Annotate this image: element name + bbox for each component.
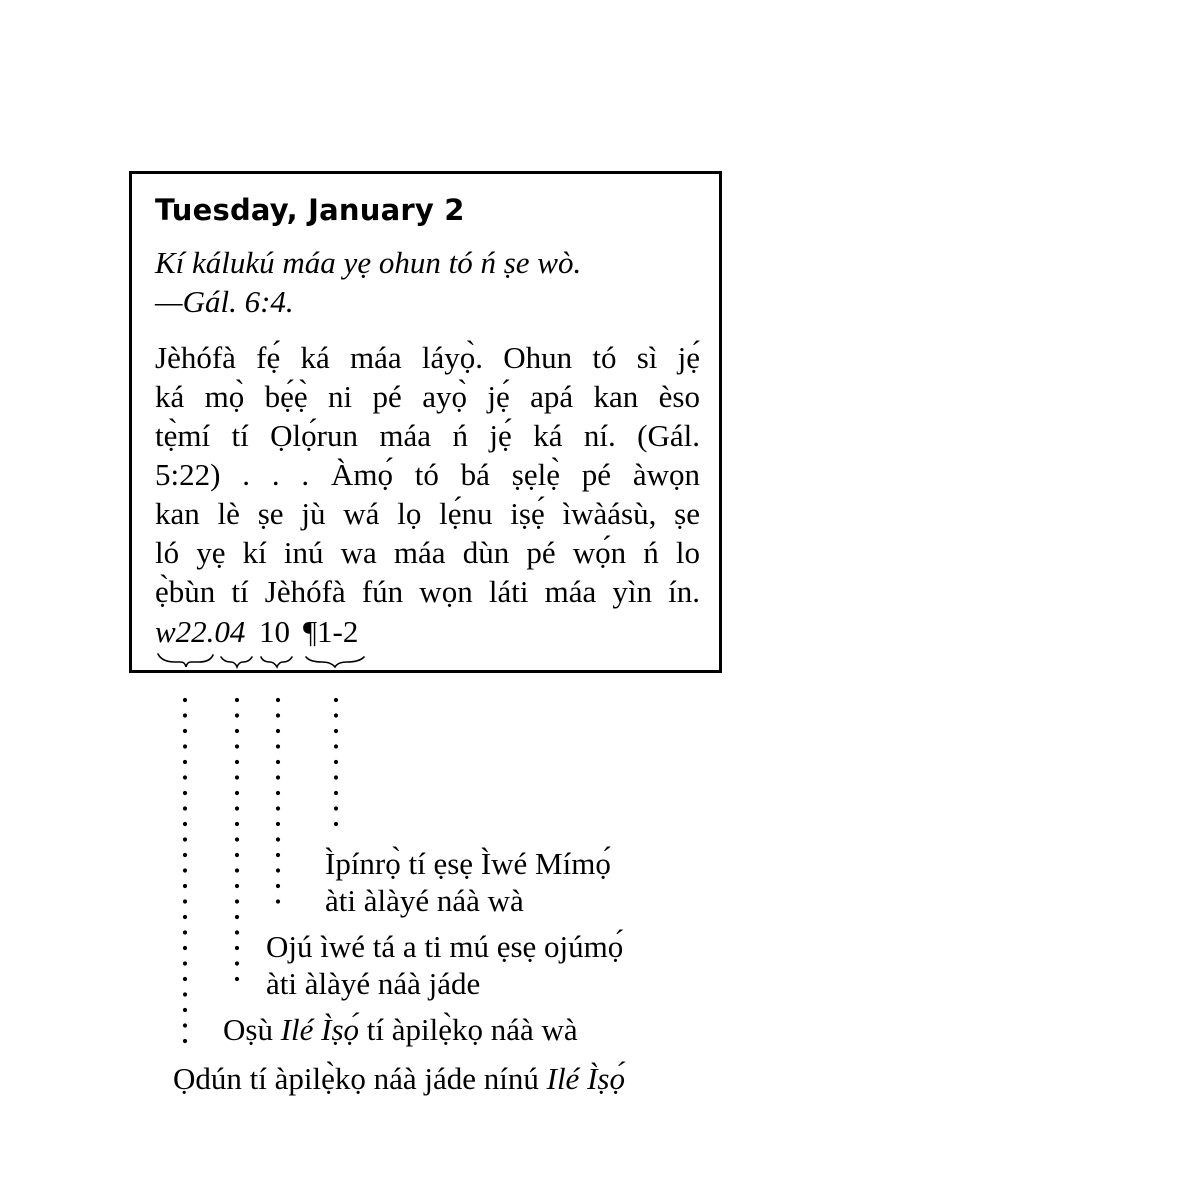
body-line: tẹ̀mí tí Ọlọ́run máa ń jẹ́ ká ní. (Gál. bbox=[155, 418, 700, 453]
connector-dot bbox=[235, 961, 239, 965]
connector-dot bbox=[235, 868, 239, 872]
connector-dot bbox=[276, 822, 280, 826]
connector-dot bbox=[183, 915, 187, 919]
connector-dot bbox=[276, 698, 280, 702]
reference-publication: w22.04 bbox=[155, 614, 246, 649]
label-paragraphs bbox=[325, 845, 611, 919]
connector-dot bbox=[334, 806, 338, 810]
connector-dot bbox=[235, 837, 239, 841]
connector-dot bbox=[183, 806, 187, 810]
connector-dot bbox=[334, 760, 338, 764]
body-line: ká mọ̀ bẹ́ẹ̀ ni pé ayọ̀ jẹ́ apá kan èso bbox=[155, 379, 700, 414]
connector-dot bbox=[276, 868, 280, 872]
label-paragraphs-line-2: àti àlàyé náà wà bbox=[325, 883, 524, 918]
connector-dot bbox=[235, 930, 239, 934]
label-paragraphs-line-1: Ìpínrọ̀ tí ẹsẹ Ìwé Mímọ́ bbox=[325, 846, 611, 881]
label-year-magazine: Ilé Ìṣọ́ bbox=[546, 1061, 625, 1096]
connector-dot bbox=[235, 806, 239, 810]
connector-dot bbox=[276, 806, 280, 810]
connector-dot bbox=[235, 899, 239, 903]
dotted-line-paragraphs bbox=[334, 698, 338, 826]
label-page bbox=[266, 928, 623, 1002]
connector-dot bbox=[183, 930, 187, 934]
connector-dot bbox=[183, 744, 187, 748]
connector-dot bbox=[183, 899, 187, 903]
connector-dot bbox=[235, 791, 239, 795]
connector-dot bbox=[276, 884, 280, 888]
label-page-line-1: Ojú ìwé tá a ti mú ẹsẹ ojúmọ́ bbox=[266, 929, 624, 964]
connector-dot bbox=[235, 853, 239, 857]
date-heading: Tuesday, January 2 bbox=[155, 193, 465, 227]
body-line: ẹ̀bùn tí Jèhófà fún wọn láti máa yìn ín. bbox=[155, 574, 700, 609]
connector-dot bbox=[276, 775, 280, 779]
connector-dot bbox=[235, 760, 239, 764]
reference-page: 10 bbox=[259, 614, 290, 649]
connector-dot bbox=[235, 775, 239, 779]
brace-publication-year bbox=[158, 654, 213, 667]
connector-dot bbox=[235, 915, 239, 919]
connector-dot bbox=[276, 744, 280, 748]
connector-dot bbox=[334, 775, 338, 779]
connector-dot bbox=[235, 729, 239, 733]
connector-dot bbox=[183, 853, 187, 857]
connector-dot bbox=[235, 822, 239, 826]
connector-dot bbox=[235, 713, 239, 717]
connector-dot bbox=[276, 837, 280, 841]
scripture-citation: —Gál. 6:4. bbox=[155, 284, 294, 319]
connector-dot bbox=[183, 961, 187, 965]
connector-dot bbox=[334, 744, 338, 748]
connector-dot bbox=[235, 884, 239, 888]
scripture-line-1: Kí kálukú máa yẹ ohun tó ń ṣe wò. bbox=[155, 245, 582, 280]
connector-dot bbox=[334, 822, 338, 826]
connector-dot bbox=[334, 729, 338, 733]
label-issue-suffix: tí àpilẹ̀kọ náà wà bbox=[359, 1012, 578, 1047]
connector-dot bbox=[276, 713, 280, 717]
label-year-prefix: Ọdún tí àpilẹ̀kọ náà jáde nínú bbox=[173, 1061, 547, 1096]
label-year bbox=[173, 1060, 625, 1097]
dotted-line-issue bbox=[235, 698, 239, 981]
connector-dot bbox=[235, 977, 239, 981]
connector-dot bbox=[183, 729, 187, 733]
connector-dot bbox=[183, 992, 187, 996]
connector-dot bbox=[276, 853, 280, 857]
connector-dot bbox=[183, 822, 187, 826]
connector-dot bbox=[276, 760, 280, 764]
label-issue-magazine: Ilé Ìṣọ́ bbox=[280, 1012, 360, 1047]
connector-dot bbox=[183, 713, 187, 717]
dotted-line-year bbox=[183, 698, 187, 1043]
connector-dot bbox=[183, 977, 187, 981]
connector-dot bbox=[276, 791, 280, 795]
connector-dot bbox=[183, 1039, 187, 1043]
connector-dot bbox=[183, 791, 187, 795]
connector-dot bbox=[183, 884, 187, 888]
dotted-line-page bbox=[276, 698, 280, 904]
connector-dot bbox=[183, 946, 187, 950]
connector-dot bbox=[183, 760, 187, 764]
connector-dot bbox=[235, 946, 239, 950]
body-line: ló yẹ kí inú wa máa dùn pé wọ́n ń lo bbox=[155, 535, 700, 570]
connector-dot bbox=[235, 744, 239, 748]
connector-dot bbox=[183, 1008, 187, 1012]
label-page-line-2: àti àlàyé náà jáde bbox=[266, 966, 481, 1001]
connector-dot bbox=[183, 1023, 187, 1027]
connector-dot bbox=[235, 698, 239, 702]
brace-issue bbox=[221, 657, 252, 667]
label-issue-prefix: Oṣù bbox=[223, 1012, 281, 1047]
body-line: Jèhófà fẹ́ ká máa láyọ̀. Ohun tó sì jẹ́ bbox=[155, 340, 700, 375]
connector-dot bbox=[334, 713, 338, 717]
connector-dot bbox=[183, 698, 187, 702]
body-line: kan lè ṣe jù wá lọ lẹ́nu iṣẹ́ ìwàásù, ṣe bbox=[155, 496, 700, 531]
brace-page bbox=[261, 657, 292, 667]
connector-dot bbox=[183, 837, 187, 841]
connector-dot bbox=[276, 899, 280, 903]
connector-dot bbox=[334, 698, 338, 702]
connector-dot bbox=[276, 729, 280, 733]
label-issue bbox=[223, 1011, 578, 1048]
reference-paragraphs: ¶1-2 bbox=[303, 614, 359, 649]
connector-dot bbox=[183, 868, 187, 872]
connector-dot bbox=[183, 775, 187, 779]
body-line: 5:22) . . . Àmọ́ tó bá ṣẹlẹ̀ pé àwọn bbox=[155, 457, 700, 492]
connector-dot bbox=[334, 791, 338, 795]
brace-paragraphs bbox=[306, 657, 364, 667]
